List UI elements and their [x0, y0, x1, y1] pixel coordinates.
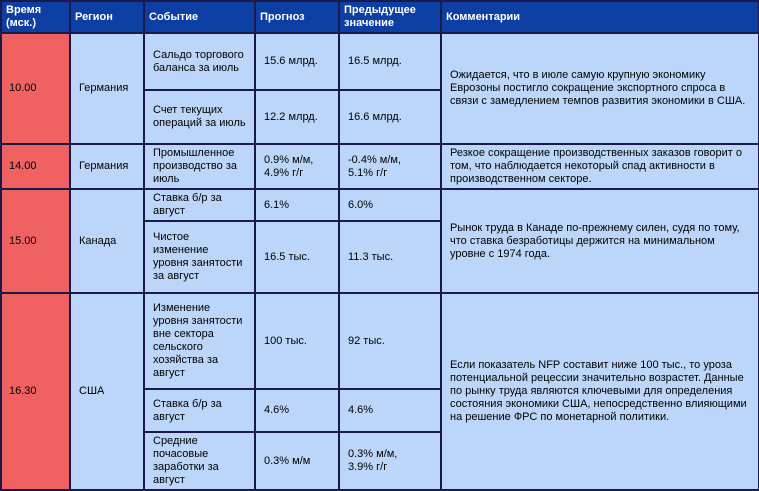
- time-cell: 14.00: [1, 144, 70, 189]
- table-row: [1, 189, 759, 221]
- forecast-cell: 0.3% м/м: [255, 432, 339, 490]
- previous-cell: -0.4% м/м, 5.1% г/г: [339, 144, 441, 189]
- header-forecast: Прогноз: [255, 1, 339, 33]
- time-cell: 10.00: [1, 33, 70, 144]
- comment-cell: Ожидается, что в июле самую крупную экономику Еврозоны постигло сокращение экспортного спроса в связи с замедлением темпов развития экономики в США.: [441, 33, 759, 144]
- event-cell: Чистое изменение уровня занятости за август: [144, 221, 255, 293]
- header-previous: Предыдущее значение: [339, 1, 441, 33]
- event-cell: Ставка б/р за август: [144, 389, 255, 432]
- table-row: [1, 33, 759, 90]
- previous-cell: 11.3 тыс.: [339, 221, 441, 293]
- region-cell: Канада: [70, 189, 144, 293]
- table-row: [1, 293, 759, 389]
- event-cell: Средние почасовые заработки за август: [144, 432, 255, 490]
- previous-cell: 16.5 млрд.: [339, 33, 441, 90]
- region-cell: США: [70, 293, 144, 490]
- forecast-cell: 16.5 тыс.: [255, 221, 339, 293]
- comment-cell: Резкое сокращение производственных заказов говорит о том, что наблюдается некоторый спад активности в производственном секторе.: [441, 144, 759, 189]
- region-cell: Германия: [70, 33, 144, 144]
- region-cell: Германия: [70, 144, 144, 189]
- previous-cell: 6.0%: [339, 189, 441, 221]
- time-cell: 16.30: [1, 293, 70, 490]
- forecast-cell: 4.6%: [255, 389, 339, 432]
- forecast-cell: 12.2 млрд.: [255, 90, 339, 144]
- event-cell: Ставка б/р за август: [144, 189, 255, 221]
- forecast-cell: 6.1%: [255, 189, 339, 221]
- header-event: Событие: [144, 1, 255, 33]
- header-row: [1, 1, 759, 33]
- event-cell: Промышленное производство за июль: [144, 144, 255, 189]
- time-cell: 15.00: [1, 189, 70, 293]
- comment-cell: Если показатель NFP составит ниже 100 тыс., то уроза потенциальной рецессии значительно возрастет. Данные по рынку труда являются ключевыми для определения состояния экономики США, непосредственно влияющими на решение ФРС по монетарной политики.: [441, 293, 759, 490]
- table-row: [1, 144, 759, 189]
- previous-cell: 92 тыс.: [339, 293, 441, 389]
- previous-cell: 4.6%: [339, 389, 441, 432]
- forecast-cell: 0.9% м/м, 4.9% г/г: [255, 144, 339, 189]
- event-cell: Изменение уровня занятости вне сектора сельского хозяйства за август: [144, 293, 255, 389]
- event-cell: Счет текущих операций за июль: [144, 90, 255, 144]
- header-region: Регион: [70, 1, 144, 33]
- forecast-cell: 15.6 млрд.: [255, 33, 339, 90]
- header-time: Время (мск.): [1, 1, 70, 33]
- previous-cell: 0.3% м/м, 3.9% г/г: [339, 432, 441, 490]
- header-comments: Комментарии: [441, 1, 759, 33]
- forecast-cell: 100 тыс.: [255, 293, 339, 389]
- previous-cell: 16.6 млрд.: [339, 90, 441, 144]
- comment-cell: Рынок труда в Канаде по-прежнему силен, судя по тому, что ставка безработицы держится на минимальном уровне с 1974 года.: [441, 189, 759, 293]
- event-cell: Сальдо торгового баланса за июль: [144, 33, 255, 90]
